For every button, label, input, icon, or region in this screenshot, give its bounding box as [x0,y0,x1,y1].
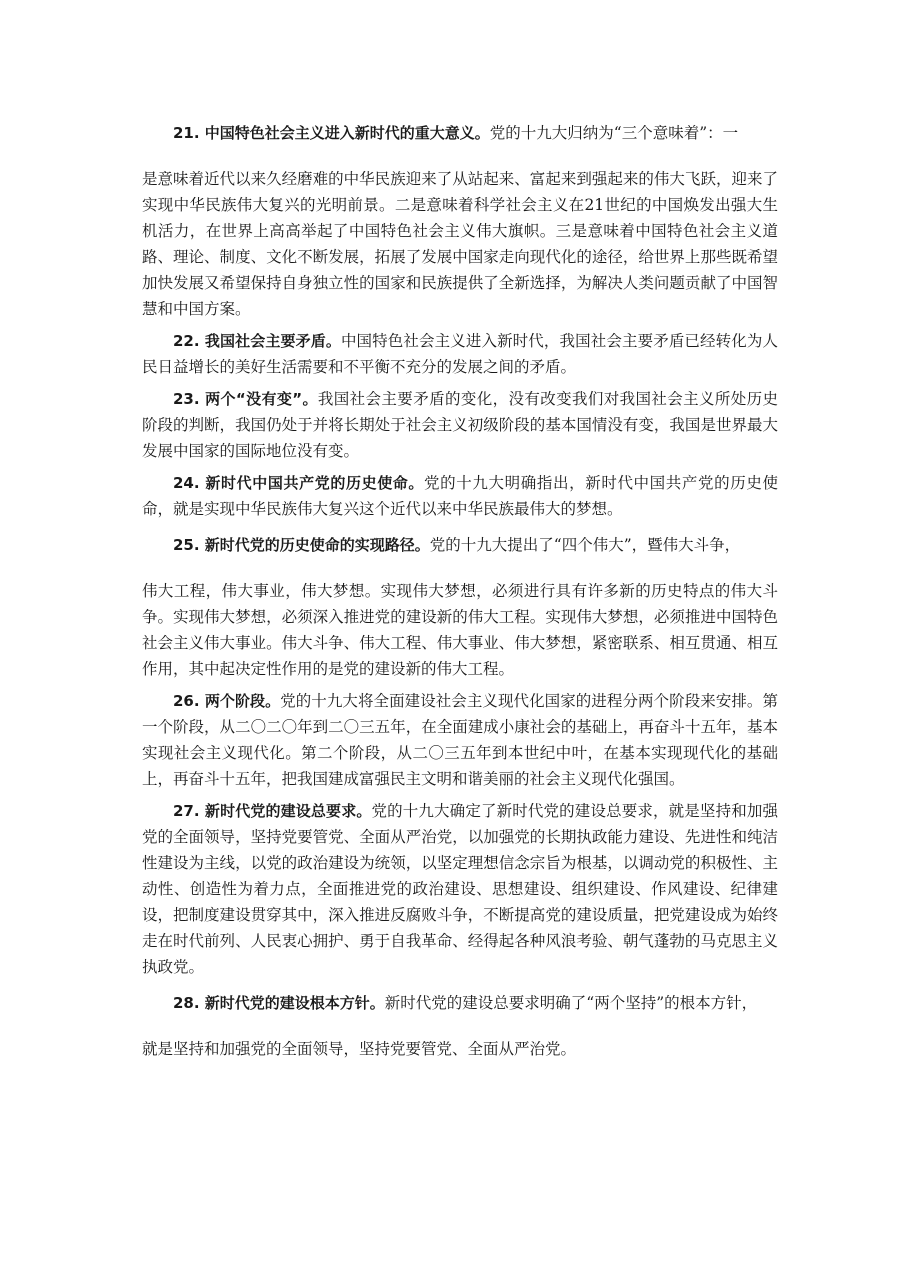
item-23-body: 我国社会主要矛盾的变化，没有改变我们对我国社会主义所处历史阶段的判断，我国仍处于并将长期处于社会主义初级阶段的基本国情没有变，我国是世界最大发展中国家的国际地位没有变。 [142,390,778,460]
item-22-body: 中国特色社会主义进入新时代，我国社会主要矛盾已经转化为人民日益增长的美好生活需要和不平衡不充分的发展之间的矛盾。 [142,332,778,376]
item-25 [142,532,778,682]
item-25-body: 伟大工程，伟大事业，伟大梦想。实现伟大梦想，必须进行具有许多新的历史特点的伟大斗争。实现伟大梦想，必须深入推进党的建设新的伟大工程。实现伟大梦想，必须推进中国特色社会主义伟大事业。伟大斗争、伟大工程、伟大事业、伟大梦想，紧密联系、相互贯通、相互作用，其中起决定性作用的是党的建设新的伟大工程。 [142,582,778,678]
item-22-heading: 22. 我国社会主要矛盾。 [173,332,341,350]
item-21-heading: 21. 中国特色社会主义进入新时代的重大意义。 [173,124,490,142]
item-28-heading: 28. 新时代党的建设根本方针。 [173,994,385,1012]
item-28-body: 就是坚持和加强党的全面领导，坚持党要管党、全面从严治党。 [142,1040,577,1058]
item-23 [142,386,778,464]
item-28-first-line [142,990,778,1016]
item-26-body: 党的十九大将全面建设社会主义现代化国家的进程分两个阶段来安排。第一个阶段，从二〇二〇年到二〇三五年，在全面建成小康社会的基础上，再奋斗十五年，基本实现社会主义现代化。第二个阶段，从二〇三五年到本世纪中叶，在基本实现现代化的基础上，再奋斗十五年，把我国建成富强民主文明和谐美丽的社会主义现代化强国。 [142,692,778,788]
item-24-body: 党的十九大明确指出，新时代中国共产党的历史使命，就是实现中华民族伟大复兴这个近代以来中华民族最伟大的梦想。 [142,474,778,518]
item-27-heading: 27. 新时代党的建设总要求。 [173,802,372,820]
item-21-first-text: 党的十九大归纳为“三个意味着”：一 [489,124,739,142]
item-21-body: 是意味着近代以来久经磨难的中华民族迎来了从站起来、富起来到强起来的伟大飞跃，迎来了实现中华民族伟大复兴的光明前景。二是意味着科学社会主义在21世纪的中国焕发出强大生机活力，在世界上高高举起了中国特色社会主义伟大旗帜。三是意味着中国特色社会主义道路、理论、制度、文化不断发展，拓展了发展中国家走向现代化的途径，给世界上那些既希望加快发展又希望保持自身独立性的国家和民族提供了全新选择，为解决人类问题贡献了中国智慧和中国方案。 [142,170,778,318]
item-28 [142,990,778,1062]
item-27 [142,798,778,980]
item-25-first-text: 党的十九大提出了“四个伟大”，暨伟大斗争， [429,536,741,554]
item-27-body: 党的十九大确定了新时代党的建设总要求，就是坚持和加强党的全面领导，坚持党要管党、全面从严治党，以加强党的长期执政能力建设、先进性和纯洁性建设为主线，以党的政治建设为统领，以坚定理想信念宗旨为根基，以调动党的积极性、主动性、创造性为着力点，全面推进党的政治建设、思想建设、组织建设、作风建设、纪律建设，把制度建设贯穿其中，深入推进反腐败斗争，不断提高党的建设质量，把党建设成为始终走在时代前列、人民衷心拥护、勇于自我革命、经得起各种风浪考验、朝气蓬勃的马克思主义执政党。 [142,802,778,976]
item-22 [142,328,778,380]
item-25-heading: 25. 新时代党的历史使命的实现路径。 [173,536,430,554]
item-24 [142,470,778,522]
document-page [142,120,778,1062]
item-26 [142,688,778,792]
item-23-heading: 23. 两个“没有变”。 [173,390,318,408]
item-21-first-line [142,120,778,146]
item-21 [142,120,778,322]
item-26-heading: 26. 两个阶段。 [173,692,281,710]
item-25-first-line [142,532,778,558]
item-28-first-text: 新时代党的建设总要求明确了“两个坚持”的根本方针， [384,994,758,1012]
item-24-heading: 24. 新时代中国共产党的历史使命。 [173,474,425,492]
